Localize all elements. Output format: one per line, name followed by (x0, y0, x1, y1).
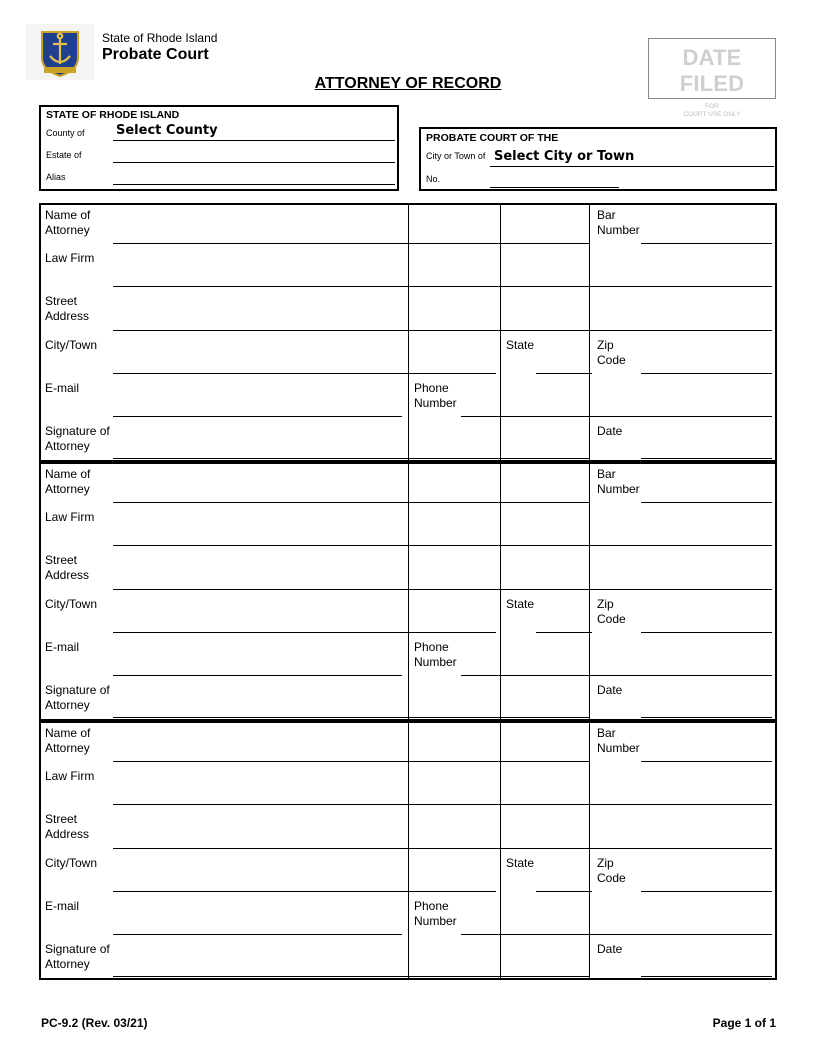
name-label: Name of Attorney (45, 467, 91, 496)
city-town-line (490, 166, 774, 167)
bar-label: Bar Number (597, 467, 640, 496)
estate-info-box (39, 105, 399, 191)
phone-input[interactable] (461, 934, 772, 935)
state-name: State of Rhode Island (102, 31, 218, 45)
county-select[interactable]: Select County (116, 123, 218, 138)
court-name: Probate Court (102, 46, 209, 63)
phone-label: Phone Number (414, 640, 457, 669)
street-input[interactable] (113, 848, 772, 849)
signature-label: Signature of Attorney (45, 942, 110, 971)
date-label: Date (597, 942, 623, 956)
state-input[interactable] (536, 891, 592, 892)
street-label: Street Address (45, 812, 90, 841)
signature-input[interactable] (113, 458, 589, 459)
law-firm-label: Law Firm (45, 251, 95, 265)
law-firm-input[interactable] (113, 545, 772, 546)
state-input[interactable] (536, 632, 592, 633)
bar-label: Bar Number (597, 726, 640, 755)
street-input[interactable] (113, 589, 772, 590)
law-firm-label: Law Firm (45, 510, 95, 524)
form-id: PC-9.2 (Rev. 03/21) (41, 1016, 148, 1030)
zip-input[interactable] (641, 891, 772, 892)
signature-label: Signature of Attorney (45, 424, 110, 453)
date-input[interactable] (641, 976, 772, 977)
bar-number-input[interactable] (641, 243, 772, 244)
bar-label: Bar Number (597, 208, 640, 237)
page-title: ATTORNEY OF RECORD (314, 75, 502, 92)
divider (589, 205, 590, 460)
date-filed-box (648, 38, 776, 118)
estate-label: Estate of (46, 150, 82, 160)
page-number: Page 1 of 1 (712, 1016, 776, 1030)
attorney-section-2 (39, 462, 777, 721)
city-label: City/Town (45, 856, 98, 870)
county-label: County of (46, 128, 85, 138)
alias-label: Alias (46, 172, 66, 182)
attorney-name-input[interactable] (113, 761, 589, 762)
date-label: Date (597, 683, 623, 697)
state-label: State (506, 338, 535, 352)
street-input[interactable] (113, 330, 772, 331)
state-label: State (506, 856, 535, 870)
divider (589, 464, 590, 719)
date-filed-label: DATE FILED (679, 45, 745, 96)
case-number-label: No. (426, 174, 441, 184)
zip-label: Zip Code (597, 856, 626, 885)
city-label: City/Town (45, 597, 98, 611)
email-label: E-mail (45, 640, 80, 654)
city-input[interactable] (113, 373, 496, 374)
name-label: Name of Attorney (45, 208, 91, 237)
county-line (113, 140, 395, 141)
court-box-title: PROBATE COURT OF THE (426, 132, 559, 144)
attorney-section-1 (39, 203, 777, 462)
phone-label: Phone Number (414, 899, 457, 928)
probate-court-box (419, 127, 777, 191)
street-label: Street Address (45, 294, 90, 323)
case-number-input[interactable] (490, 187, 619, 188)
divider (589, 723, 590, 978)
city-label: City/Town (45, 338, 98, 352)
city-input[interactable] (113, 632, 496, 633)
email-input[interactable] (113, 416, 402, 417)
bar-number-input[interactable] (641, 761, 772, 762)
state-label: State (506, 597, 535, 611)
date-label: Date (597, 424, 623, 438)
court-use-label: COURT USE ONLY (683, 111, 741, 118)
email-input[interactable] (113, 675, 402, 676)
state-input[interactable] (536, 373, 592, 374)
signature-input[interactable] (113, 717, 589, 718)
email-input[interactable] (113, 934, 402, 935)
estate-box-title: STATE OF RHODE ISLAND (46, 109, 180, 121)
bar-number-input[interactable] (641, 502, 772, 503)
city-town-select[interactable]: Select City or Town (494, 149, 635, 164)
zip-input[interactable] (641, 373, 772, 374)
street-label: Street Address (45, 553, 90, 582)
date-input[interactable] (641, 458, 772, 459)
alias-input[interactable] (113, 184, 395, 185)
law-firm-label: Law Firm (45, 769, 95, 783)
attorney-name-input[interactable] (113, 243, 589, 244)
zip-label: Zip Code (597, 597, 626, 626)
signature-input[interactable] (113, 976, 589, 977)
name-label: Name of Attorney (45, 726, 91, 755)
attorney-name-input[interactable] (113, 502, 589, 503)
signature-label: Signature of Attorney (45, 683, 110, 712)
phone-input[interactable] (461, 675, 772, 676)
law-firm-input[interactable] (113, 286, 772, 287)
for-label: FOR (705, 103, 719, 110)
email-label: E-mail (45, 899, 80, 913)
attorney-section-3 (39, 721, 777, 980)
phone-input[interactable] (461, 416, 772, 417)
date-input[interactable] (641, 717, 772, 718)
city-town-label: City or Town of (426, 151, 486, 161)
email-label: E-mail (45, 381, 80, 395)
zip-input[interactable] (641, 632, 772, 633)
rhode-island-seal (26, 24, 94, 80)
city-input[interactable] (113, 891, 496, 892)
phone-label: Phone Number (414, 381, 457, 410)
zip-label: Zip Code (597, 338, 626, 367)
law-firm-input[interactable] (113, 804, 772, 805)
estate-input[interactable] (113, 162, 395, 163)
